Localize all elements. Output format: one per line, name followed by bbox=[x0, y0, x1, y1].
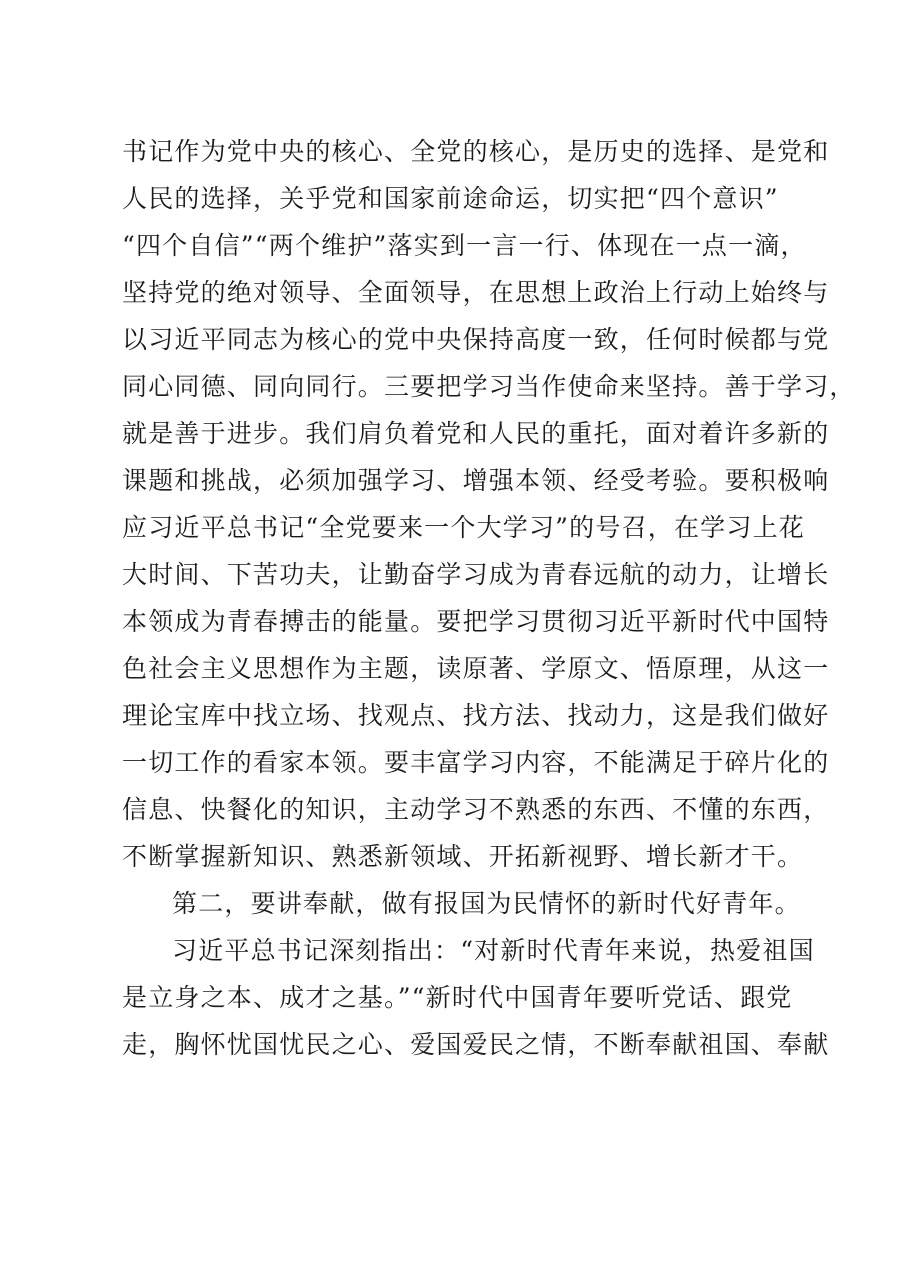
text-line: 以习近平同志为核心的党中央保持高度一致，任何时候都与党 bbox=[122, 325, 830, 354]
text-line: 信息、快餐化的知识，主动学习不熟悉的东西、不懂的东西， bbox=[122, 795, 830, 824]
text-line: 课题和挑战，必须加强学习、增强本领、经受考验。要积极响 bbox=[122, 466, 830, 495]
text-line: 本领成为青春搏击的能量。要把学习贯彻习近平新时代中国特 bbox=[122, 607, 830, 636]
text-line: 色社会主义思想作为主题，读原著、学原文、悟原理，从这一 bbox=[122, 654, 830, 683]
text-line: 走，胸怀忧国忧民之心、爱国爱民之情，不断奉献祖国、奉献 bbox=[122, 1030, 830, 1059]
text-line: 不断掌握新知识、熟悉新领域、开拓新视野、增长新才干。 bbox=[122, 842, 804, 871]
text-line: 大时间、下苦功夫，让勤奋学习成为青春远航的动力，让增长 bbox=[122, 560, 830, 589]
text-line: 应习近平总书记“全党要来一个大学习”的号召，在学习上花 bbox=[122, 513, 805, 542]
paragraph-first-line: 习近平总书记深刻指出：“对新时代青年来说，热爱祖国 bbox=[172, 936, 815, 965]
text-line: 人民的选择，关乎党和国家前途命运，切实把“四个意识” bbox=[122, 184, 779, 213]
text-line: 书记作为党中央的核心、全党的核心，是历史的选择、是党和 bbox=[122, 137, 830, 166]
text-line: 坚持党的绝对领导、全面领导，在思想上政治上行动上始终与 bbox=[122, 278, 830, 307]
text-line: 是立身之本、成才之基。”“新时代中国青年要听党话、跟党 bbox=[122, 983, 793, 1012]
section-heading: 第二，要讲奉献，做有报国为民情怀的新时代好青年。 bbox=[172, 889, 801, 918]
text-line: 一切工作的看家本领。要丰富学习内容，不能满足于碎片化的 bbox=[122, 748, 830, 777]
text-line: “四个自信”“两个维护”落实到一言一行、体现在一点一滴， bbox=[122, 231, 807, 260]
text-line: 就是善于进步。我们肩负着党和人民的重托，面对着许多新的 bbox=[122, 419, 830, 448]
text-line: 同心同德、同向同行。三要把学习当作使命来坚持。善于学习， bbox=[122, 372, 856, 401]
text-line: 理论宝库中找立场、找观点、找方法、找动力，这是我们做好 bbox=[122, 701, 830, 730]
